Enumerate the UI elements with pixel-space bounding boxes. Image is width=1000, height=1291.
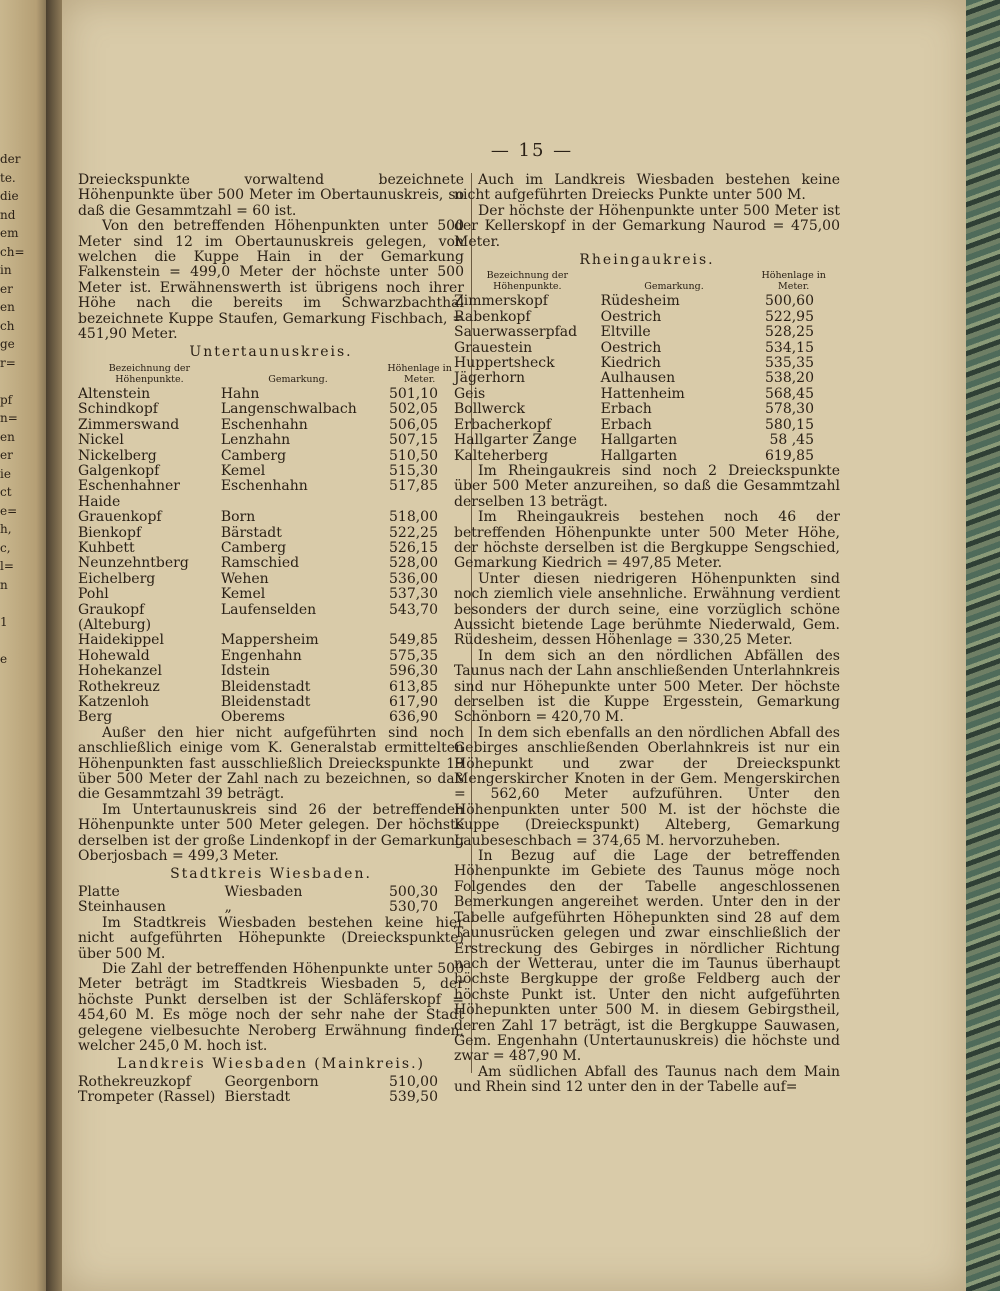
paragraph: Die Zahl der betreffenden Höhenpunkte unter 500 Meter beträgt im Stadtkreis Wiesbaden 5, der höchste Punkt derselben ist der Schläferskopf = 454,60 M. Es möge noch der sehr nahe der Stadt gelegene vielbesuchte Neroberg Erwähnung finden, welcher 245,0 M. hoch ist. — [78, 960, 464, 1054]
elevation: 528,25 — [765, 324, 814, 341]
paragraph: In dem sich ebenfalls an den nördlichen Abfall des Gebirges anschließenden Oberlahnkreis ist nur ein Höhepunkt und zwar der Dreieckspunkt Mengerskircher Knoten in der Gem. Mengerskirchen = 562,60 Meter aufzuführen. Unter den Höhenpunkten unter 500 M. ist der höchste die Kuppe (Dreieckspunkt) Alteberg, Gemarkung Laubeseschbach = 374,65 M. hervorzuheben. — [454, 724, 840, 849]
peak-name: Grauestein — [454, 339, 533, 356]
municipality: Bierstadt — [224, 1089, 291, 1106]
municipality: Aulhausen — [600, 370, 676, 387]
column-header: Bezeichnung der Höhenpunkte. — [108, 362, 191, 385]
section-heading-untertaunus: Untertaunuskreis. — [189, 344, 353, 361]
peak-name: Trompeter (Rassel) — [78, 1089, 216, 1106]
peak-name: Berg — [78, 709, 113, 726]
municipality: Langenschwalbach — [220, 401, 357, 418]
left-column — [78, 173, 464, 1106]
table-row — [78, 885, 464, 900]
fragment-line: er — [0, 448, 13, 462]
elevation: 537,30 — [389, 586, 438, 603]
elevation: 500,30 — [389, 883, 438, 900]
fragment-line: ct — [0, 485, 12, 499]
table-row — [78, 433, 464, 448]
table-row — [454, 294, 840, 309]
table-row — [78, 402, 464, 417]
fragment-line: r= — [0, 355, 16, 370]
table-row — [454, 310, 840, 325]
paragraph: Im Stadtkreis Wiesbaden bestehen keine hier nicht aufgeführten Höhepunkte (Dreieckspunkte) über 500 M. — [78, 914, 464, 962]
elevation: 528,00 — [389, 555, 438, 572]
untertaunus-table — [78, 363, 464, 726]
fragment-line: der — [0, 152, 21, 166]
table-row — [78, 1090, 464, 1105]
peak-name: Katzenloh — [78, 694, 150, 710]
municipality: Eschenhahn — [220, 416, 308, 433]
fragment-line: die — [0, 189, 19, 203]
table-row — [78, 587, 464, 602]
peak-name: Eichelberg — [78, 570, 156, 587]
peak-name: Grauenkopf — [78, 509, 162, 526]
municipality: Born — [220, 509, 256, 526]
table-row — [78, 479, 464, 510]
fragment-line: h, — [0, 522, 12, 536]
paragraph: Außer den hier nicht aufgeführten sind noch anschließlich einige vom K. Generalstab ermittelten Höhenpunkten fast ausschließlich Dreieckspunkte 19 über 500 Meter der Zahl nach zu bezeichnen, so daß die Gesammtzahl 39 beträgt. — [78, 724, 464, 803]
elevation: 522,25 — [389, 524, 438, 541]
elevation: 58 ,45 — [769, 432, 814, 449]
peak-name: Schindkopf — [78, 401, 158, 418]
municipality: Laufenselden — [220, 601, 317, 618]
elevation: 510,50 — [389, 447, 438, 464]
elevation: 501,10 — [389, 385, 438, 402]
column-header: Gemarkung. — [268, 373, 328, 385]
table-row — [78, 664, 464, 679]
fragment-line: en — [0, 429, 15, 444]
peak-name: Pohl — [78, 586, 109, 603]
elevation: 575,35 — [389, 647, 438, 664]
paragraph: Dreieckspunkte vorwaltend bezeichnete Höhenpunkte über 500 Meter im Obertaunuskreis, so daß die Gesammtzahl = 60 ist. — [78, 172, 464, 219]
facing-page-text-fragment — [0, 150, 40, 668]
landkreis-table — [78, 1075, 464, 1106]
fragment-line: te. — [0, 170, 16, 185]
municipality: Erbach — [600, 401, 652, 418]
municipality: Wiesbaden — [224, 883, 303, 900]
table-row — [78, 1075, 464, 1090]
fragment-line: n — [0, 577, 8, 592]
paragraph: In Bezug auf die Lage der betreffenden Höhenpunkte im Gebiete des Taunus möge noch Folgendes den der Tabelle angeschlossenen Bemerkungen angereihet werden. Unter den in der Tabelle aufgeführten Höhepunkten sind 28 auf dem Taunusrücken gelegen und zwar einschließlich der Erstreckung des Gebirges in nördlicher Richtung nach der Wetterau, unter die im Taunus überhaupt höchste Bergkuppe der große Feldberg auch der höchste Punkt ist. Unter den nicht aufgeführten Höhepunkten unter 500 M. in diesem Gebirgstheil, deren Zahl 17 beträgt, ist die Bergkuppe Sauwasen, Gem. Engenhahn (Untertaunuskreis) die höchste und zwar = 487,90 M. — [454, 848, 840, 1065]
peak-name: Neunzehntberg — [78, 555, 189, 572]
fragment-line: nd — [0, 207, 16, 222]
column-header: Höhenlage in Meter. — [387, 362, 452, 385]
section-heading-landkreis: Landkreis Wiesbaden (Mainkreis.) — [117, 1056, 425, 1073]
elevation: 535,35 — [765, 355, 814, 372]
elevation: 619,85 — [765, 447, 814, 464]
fragment-line — [0, 372, 40, 391]
table-row — [454, 387, 840, 402]
fragment-line: ch= — [0, 244, 25, 259]
municipality: Kemel — [220, 586, 266, 603]
elevation: 578,30 — [765, 401, 814, 418]
peak-name: Nickelberg — [78, 447, 157, 464]
peak-name: Zimmerskopf — [454, 293, 548, 310]
table-row — [78, 633, 464, 648]
peak-name: Rothekreuzkopf — [78, 1073, 191, 1090]
elevation: 506,05 — [389, 416, 438, 433]
paragraph: Der höchste der Höhenpunkte unter 500 Meter ist der Kellerskopf in der Gemarkung Naurod = 475,00 Meter. — [454, 202, 840, 250]
municipality: Engenhahn — [220, 647, 302, 664]
peak-name: Graukopf (Alteburg) — [78, 601, 152, 633]
elevation: 534,15 — [765, 339, 814, 356]
elevation: 543,70 — [389, 601, 438, 618]
municipality: Hahn — [220, 385, 260, 402]
municipality: Oestrich — [600, 308, 662, 325]
elevation: 536,00 — [389, 570, 438, 587]
paragraph: Unter diesen niedrigeren Höhenpunkten sind noch ziemlich viele ansehnliche. Erwähnung verdient besonders der durch seine, eine vorzüglich schöne Aussicht bietende Lage berühmte Niederwald, Gem. Rüdesheim, dessen Höhenlage = 330,25 Meter. — [454, 570, 840, 649]
peak-name: Steinhausen — [78, 899, 166, 916]
peak-name: Rothekreuz — [78, 678, 160, 695]
municipality: Lenzhahn — [220, 432, 291, 449]
fragment-line: n= — [0, 411, 18, 425]
paragraph: Im Rheingaukreis bestehen noch 46 der betreffenden Höhenpunkte unter 500 Meter Höhe, der höchste derselben ist die Bergkuppe Sengschied, Gemarkung Kiedrich = 497,85 Meter. — [454, 509, 840, 572]
municipality: Camberg — [220, 539, 287, 556]
elevation: 530,70 — [389, 899, 438, 916]
elevation: 510,00 — [389, 1073, 438, 1090]
peak-name: Sauerwasserpfad — [454, 324, 578, 341]
elevation: 517,85 — [389, 478, 438, 495]
table-row — [78, 510, 464, 525]
municipality: Erbach — [600, 416, 652, 433]
municipality: Georgenborn — [224, 1073, 319, 1090]
peak-name: Hallgarter Zange — [454, 432, 577, 449]
elevation: 596,30 — [389, 663, 438, 680]
table-row — [78, 680, 464, 695]
municipality: Wehen — [220, 570, 269, 587]
table-row — [454, 371, 840, 386]
column-header: Höhenlage in Meter. — [761, 270, 826, 293]
table-row — [454, 449, 840, 464]
table-row — [78, 710, 464, 725]
fragment-line — [0, 631, 40, 650]
column-header: Bezeichnung der Höhenpunkte. — [486, 270, 569, 293]
municipality: Rüdesheim — [600, 293, 680, 310]
fragment-line: c, — [0, 540, 11, 555]
fragment-line: ch — [0, 318, 15, 333]
table-row — [78, 649, 464, 664]
fragment-line — [0, 594, 40, 613]
elevation: 502,05 — [389, 401, 438, 418]
facing-page-edge — [0, 0, 52, 1291]
fragment-line: er — [0, 281, 13, 296]
rheingau-table — [454, 270, 840, 463]
fragment-line: ie — [0, 466, 11, 481]
marbled-cover-edge — [966, 0, 1000, 1291]
stadtkreis-table — [78, 885, 464, 916]
peak-name: Galgenkopf — [78, 462, 160, 479]
peak-name: Zimmerswand — [78, 416, 180, 433]
table-row — [454, 341, 840, 356]
fragment-line: e= — [0, 503, 18, 518]
elevation: 539,50 — [389, 1089, 438, 1106]
fragment-line: pf — [0, 392, 13, 407]
column-header: Gemarkung. — [644, 281, 704, 293]
paragraph: Im Rheingaukreis sind noch 2 Dreieckspunkte über 500 Meter anzureihen, so daß die Gesammtzahl derselben 13 beträgt. — [454, 462, 840, 510]
paragraph: Am südlichen Abfall des Taunus nach dem Main und Rhein sind 12 unter den in der Tabelle auf= — [454, 1063, 840, 1096]
elevation: 636,90 — [389, 709, 438, 726]
municipality: Bleidenstadt — [220, 694, 311, 710]
peak-name: Kalteherberg — [454, 447, 549, 464]
peak-name: Bollwerck — [454, 401, 525, 418]
table-row — [78, 695, 464, 710]
page-number: — 15 — — [490, 140, 574, 161]
peak-name: Hohekanzel — [78, 663, 162, 680]
table-row — [78, 418, 464, 433]
peak-name: Erbacherkopf — [454, 416, 552, 433]
table-row — [454, 356, 840, 371]
fragment-line: e — [0, 651, 8, 666]
fragment-line: em — [0, 226, 19, 240]
municipality: Kiedrich — [600, 355, 661, 372]
right-column — [454, 173, 840, 1096]
elevation: 538,20 — [765, 370, 814, 387]
municipality: Eschenhahn — [220, 478, 308, 495]
table-row — [78, 526, 464, 541]
elevation: 507,15 — [389, 432, 438, 449]
peak-name: Altenstein — [78, 385, 151, 402]
elevation: 518,00 — [389, 509, 438, 526]
elevation: 568,45 — [765, 385, 814, 402]
municipality: Idstein — [220, 663, 270, 680]
table-row — [78, 387, 464, 402]
fragment-line: in — [0, 263, 12, 277]
peak-name: Platte — [78, 883, 120, 900]
elevation: 515,30 — [389, 462, 438, 479]
municipality: Hattenheim — [600, 385, 685, 402]
elevation: 526,15 — [389, 539, 438, 556]
page — [62, 0, 968, 1291]
table-row — [454, 402, 840, 417]
peak-name: Huppertsheck — [454, 355, 555, 372]
municipality: Mappersheim — [220, 632, 319, 649]
section-heading-stadtkreis: Stadtkreis Wiesbaden. — [170, 866, 372, 883]
table-row — [454, 325, 840, 340]
municipality: Hallgarten — [600, 447, 678, 464]
municipality: Kemel — [220, 462, 266, 479]
elevation: 549,85 — [389, 632, 438, 649]
table-row — [78, 572, 464, 587]
peak-name: Kuhbett — [78, 539, 135, 556]
section-heading-rheingau: Rheingaukreis. — [579, 252, 715, 269]
fragment-line: l= — [0, 559, 14, 573]
municipality: Oestrich — [600, 339, 662, 356]
municipality: Eltville — [600, 324, 651, 341]
paragraph: In dem sich an den nördlichen Abfällen des Taunus nach der Lahn anschließenden Unterlahnkreis sind nur Höhepunkte unter 500 Meter. Der höchste derselben ist die Kuppe Ergesstein, Gemarkung Schönborn = 420,70 M. — [454, 647, 840, 726]
municipality: Bleidenstadt — [220, 678, 311, 695]
table-row — [454, 433, 840, 448]
fragment-line: 1 — [0, 614, 8, 629]
municipality: „ — [224, 899, 232, 916]
elevation: 617,90 — [389, 694, 438, 710]
table-row — [78, 464, 464, 479]
fragment-line: ge — [0, 337, 15, 351]
peak-name: Hohewald — [78, 647, 150, 664]
elevation: 580,15 — [765, 416, 814, 433]
paragraph: Auch im Landkreis Wiesbaden bestehen keine nicht aufgeführten Dreiecks Punkte unter 500 M. — [454, 172, 840, 204]
elevation: 522,95 — [765, 308, 814, 325]
elevation: 500,60 — [765, 293, 814, 310]
peak-name: Geis — [454, 385, 486, 402]
table-row — [78, 541, 464, 556]
table-row — [78, 603, 464, 634]
table-row — [78, 900, 464, 915]
municipality: Oberems — [220, 709, 285, 726]
peak-name: Jägerhorn — [454, 370, 526, 387]
paragraph: Im Untertaunuskreis sind 26 der betreffenden Höhenpunkte unter 500 Meter gelegen. Der höchste derselben ist der große Lindenkopf in der Gemarkung Oberjosbach = 499,3 Meter. — [78, 801, 464, 865]
fragment-line: en — [0, 300, 15, 314]
paragraph: Von den betreffenden Höhenpunkten unter 500 Meter sind 12 im Obertaunuskreis gelegen, von welchen die Kuppe Hain in der Gemarkung Falkenstein = 499,0 Meter der höchste unter 500 Meter ist. Erwähnenswerth ist übrigens noch ihrer Höhe nach die bereits im Schwarzbachthal bezeichnete Kuppe Staufen, Gemarkung Fischbach, = 451,90 Meter. — [78, 218, 464, 343]
municipality: Hallgarten — [600, 432, 678, 449]
municipality: Ramschied — [220, 555, 300, 572]
table-row — [78, 556, 464, 571]
peak-name: Haidekippel — [78, 632, 164, 649]
peak-name: Rabenkopf — [454, 308, 531, 325]
table-row — [454, 418, 840, 433]
table-row — [78, 449, 464, 464]
municipality: Camberg — [220, 447, 287, 464]
municipality: Bärstadt — [220, 524, 282, 541]
elevation: 613,85 — [389, 678, 438, 695]
peak-name: Eschenhahner Haide — [78, 478, 180, 510]
peak-name: Bienkopf — [78, 524, 142, 541]
peak-name: Nickel — [78, 432, 124, 449]
